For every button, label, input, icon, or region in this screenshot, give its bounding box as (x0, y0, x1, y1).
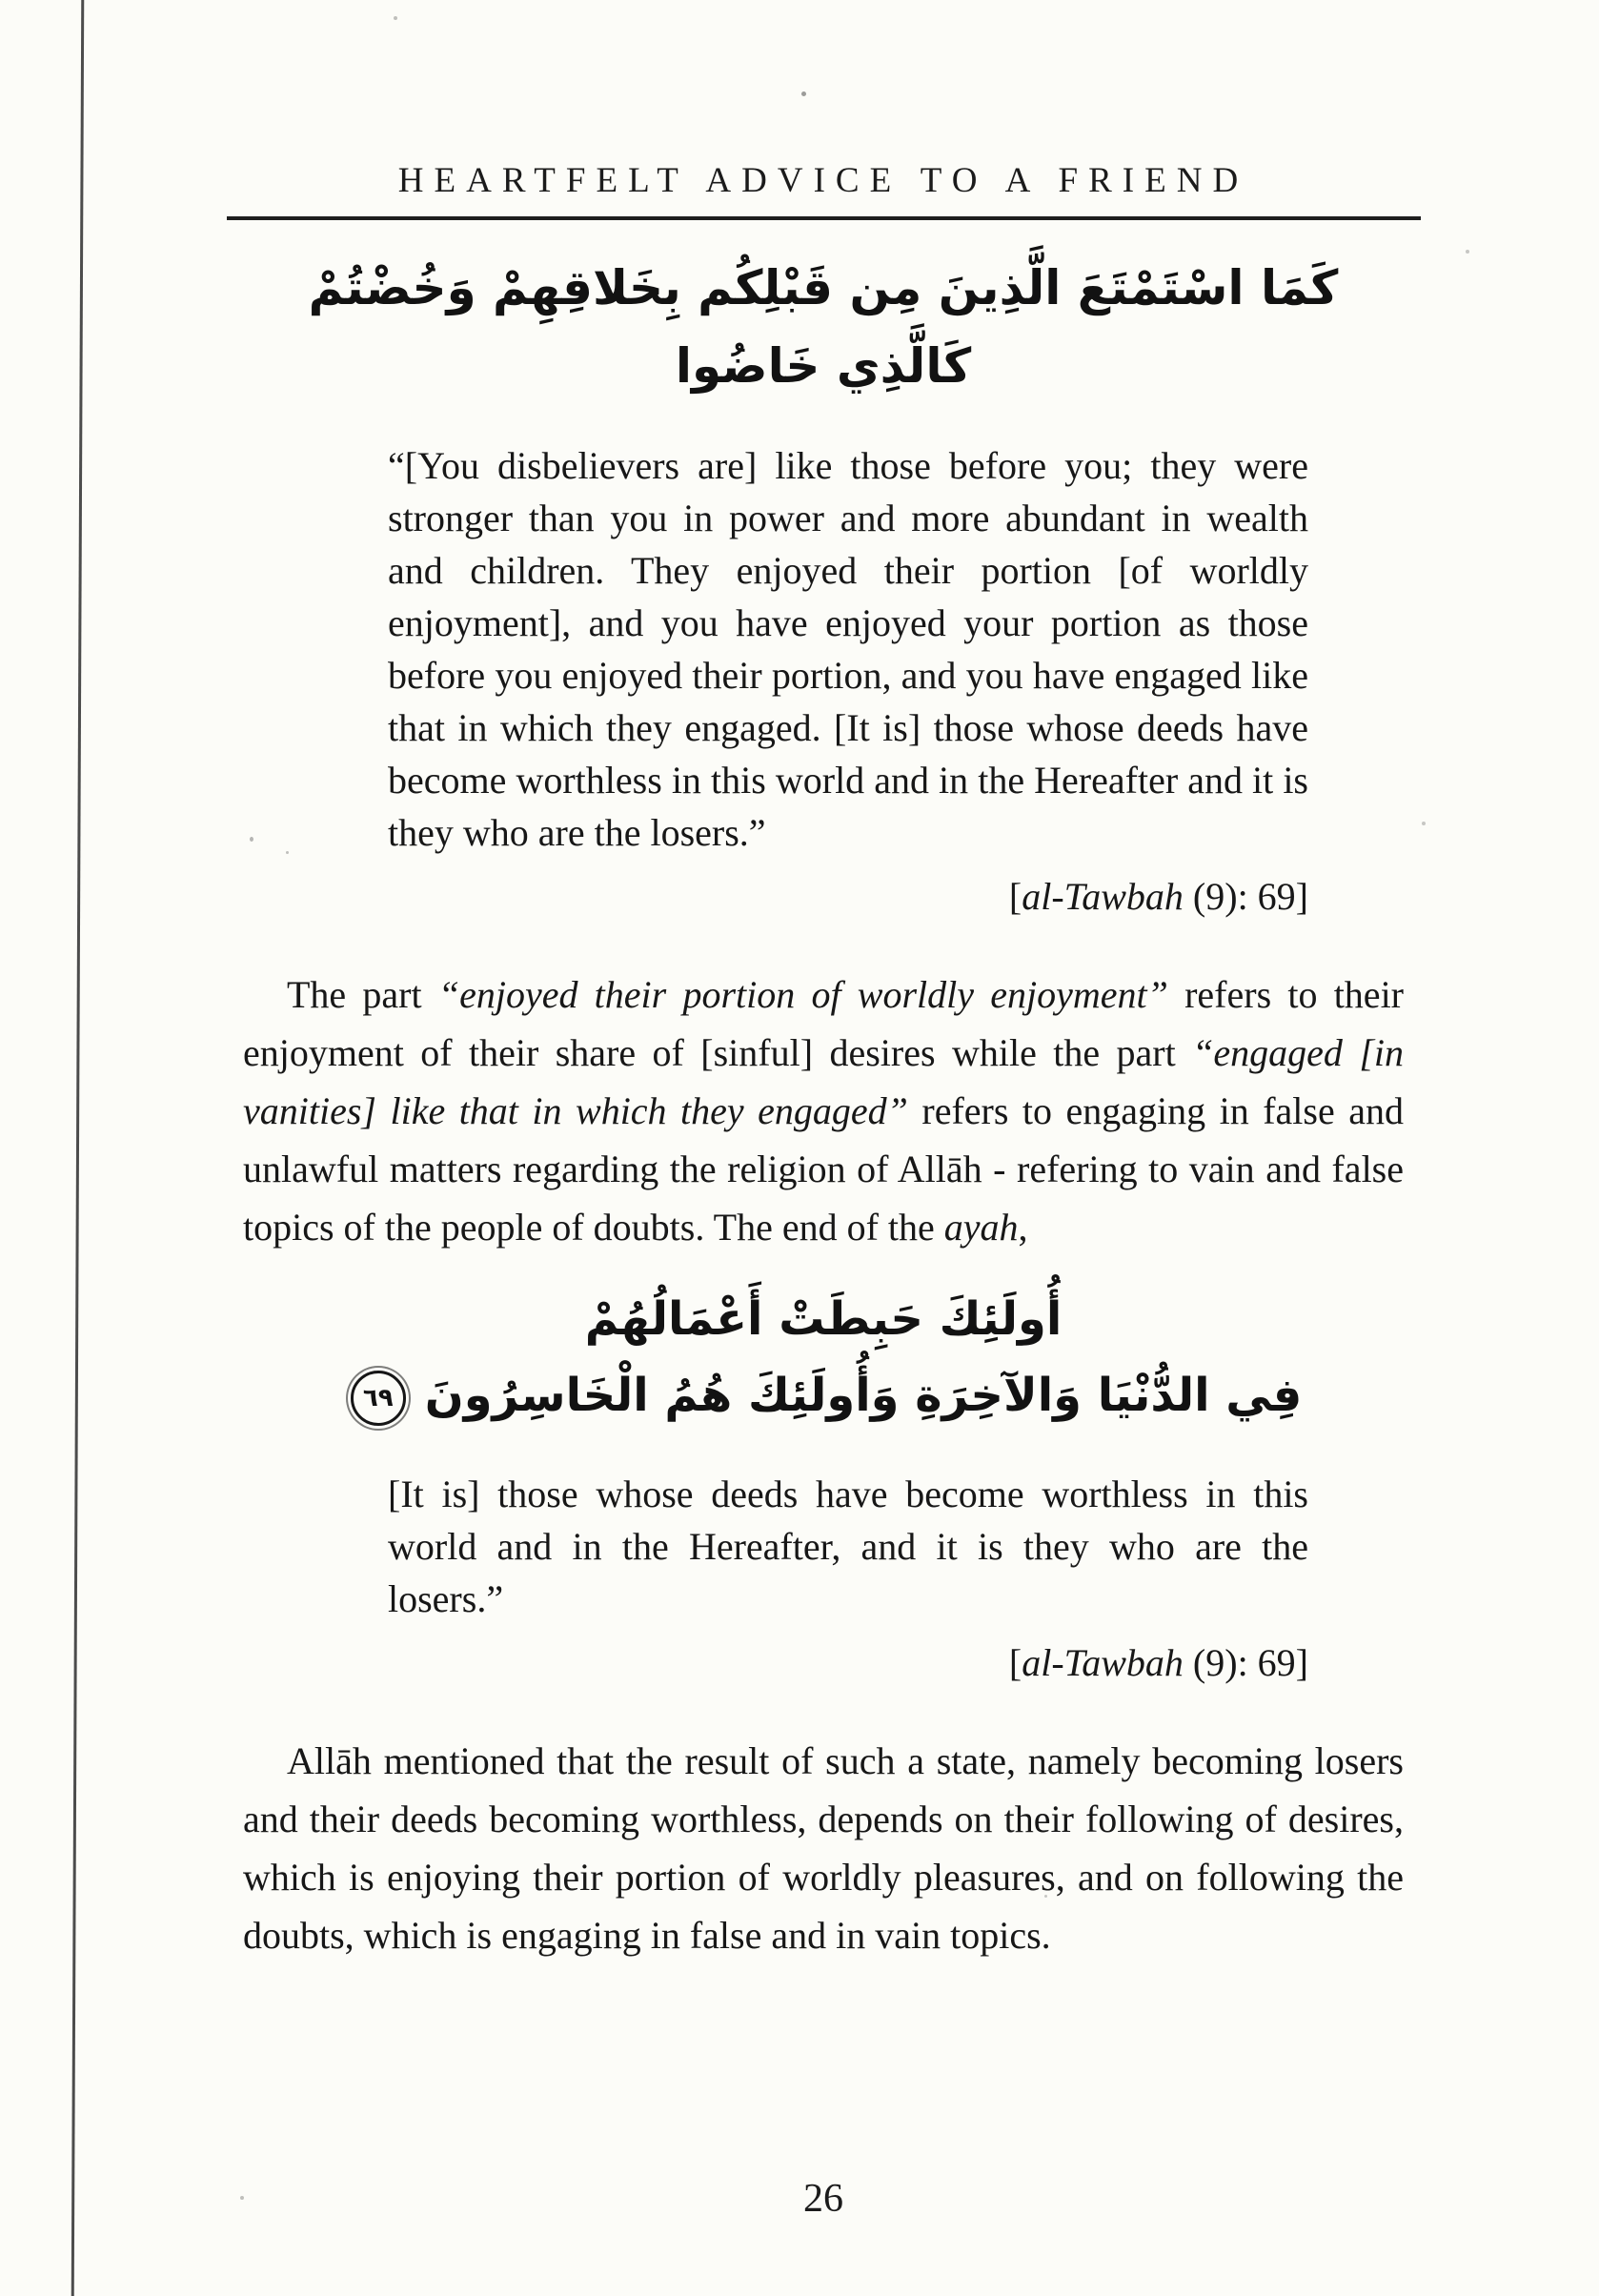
arabic-verse-2-line-2-text: فِي الدُّنْيَا وَالآخِرَةِ وَأُولَئِكَ هُمُ الْخَاسِرُونَ (424, 1369, 1303, 1422)
text-column (243, 0, 1404, 1964)
paragraph-1-text: refers to engaging in false and unlawful matters regarding the religion of Allāh - refering to vain and false topics of the people of doubts. The end of the (243, 1089, 1404, 1249)
arabic-verse-2-line-1: أُولَئِكَ حَبِطَتْ أَعْمَالُهُمْ (584, 1292, 1063, 1346)
attribution-reference: (9): 69] (1183, 875, 1308, 918)
arabic-verse-2-line-2 (243, 1357, 1404, 1433)
attribution-reference: (9): 69] (1183, 1641, 1308, 1684)
attribution-source: al-Tawbah (1022, 875, 1184, 918)
page-number: 26 (803, 2177, 843, 2221)
quote-2-attribution (388, 1638, 1308, 1688)
paragraph-1-text: , (1018, 1206, 1028, 1249)
italic-phrase-2: “engaged [in vanities] like that in which they engaged” (243, 1031, 1404, 1132)
quote-1-text: “[You disbelievers are] like those before you; they were stronger than you in power and more abundant in wealth and children. They enjoyed their portion [of worldly enjoyment], and you have enjoyed your portion as those before you enjoyed their portion, and you have engaged like that in which they engaged. [It is] those whose deeds have become worthless in this world and in the Hereafter and it is they who are the losers.” (388, 444, 1308, 854)
body-paragraph-1 (243, 965, 1404, 1256)
paragraph-2-text: Allāh mentioned that the result of such a state, namely becoming losers and their deeds becoming worthless, depends on their following of desires, which is enjoying their portion of worldly pleasures, and on following the doubts, which is engaging in false and in vain topics. (243, 1739, 1404, 1957)
attribution-open-bracket: [ (1008, 875, 1022, 918)
scan-speckle (1422, 822, 1426, 825)
header-rule (227, 216, 1421, 220)
paragraph-1-text: The part (287, 973, 438, 1016)
quran-quote-2 (388, 1468, 1308, 1688)
quran-quote-1 (388, 439, 1308, 922)
italic-word-ayah: ayah (943, 1206, 1019, 1249)
italic-phrase-1: “enjoyed their portion of worldly enjoyment” (437, 973, 1168, 1016)
paragraph-1-text: refers to their enjoyment of their share of [sinful] desires while the part (243, 973, 1404, 1074)
attribution-open-bracket: [ (1008, 1641, 1022, 1684)
arabic-verse-1-line-1: كَمَا اسْتَمْتَعَ الَّذِينَ مِن قَبْلِكُم بِخَلاقِهِمْ وَخُضْتُمْ (308, 260, 1339, 315)
arabic-verse-1-line-2: كَالَّذِي خَاضُوا (675, 338, 972, 394)
body-paragraph-2 (243, 1732, 1404, 1964)
arabic-verse-1 (243, 249, 1404, 405)
ayah-number: ٦٩ (362, 1384, 394, 1412)
scan-speckle (1466, 250, 1469, 254)
quote-1-attribution (388, 872, 1308, 922)
ayah-number-medallion (351, 1371, 406, 1426)
running-header: HEARTFELT ADVICE TO A FRIEND (397, 161, 1249, 200)
scan-edge-line (71, 0, 85, 2296)
attribution-source: al-Tawbah (1022, 1641, 1184, 1684)
arabic-verse-2 (243, 1281, 1404, 1433)
quote-2-text: [It is] those whose deeds have become worthless in this world and in the Hereafter, and it is they who are the losers.” (388, 1473, 1308, 1620)
